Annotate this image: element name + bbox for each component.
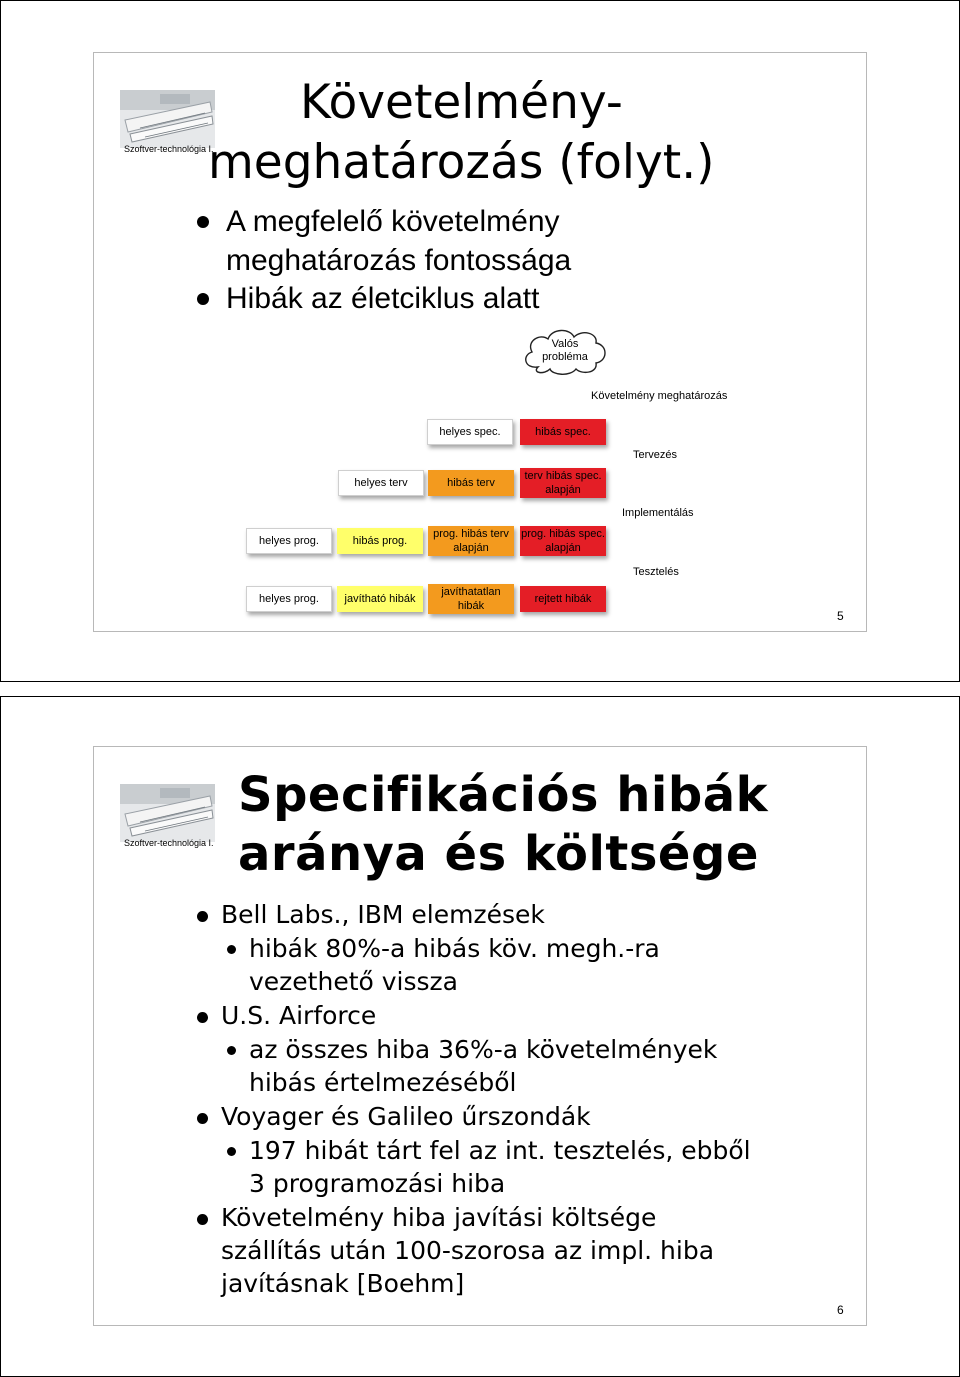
logo-caption: Szoftver-technológia I. <box>124 838 214 848</box>
box-fixable-errors: javítható hibák <box>337 586 423 612</box>
bullet-dot <box>197 293 209 305</box>
bullet-text-cont: meghatározás fontossága <box>226 244 572 277</box>
bullet-text: U.S. Airforce <box>221 1001 377 1030</box>
sub-bullet-text-cont: vezethető vissza <box>249 967 458 996</box>
sub-bullet-text-cont: hibás értelmezéséből <box>249 1068 517 1097</box>
box-hidden-errors: rejtett hibák <box>520 586 606 612</box>
logo-image <box>120 784 215 842</box>
sub-bullet-text-cont: 3 programozási hiba <box>249 1169 506 1198</box>
stage-label-requirements: Követelmény meghatározás <box>591 390 728 402</box>
logo-image <box>120 90 215 148</box>
bullet-text-cont: javításnak [Boehm] <box>221 1269 465 1298</box>
page-number: 6 <box>837 1303 844 1317</box>
bullet-text: Hibák az életciklus alatt <box>226 282 540 315</box>
stage-label-implementation: Implementálás <box>622 507 694 519</box>
box-faulty-spec: hibás spec. <box>520 419 606 445</box>
bullet-dot <box>197 1113 208 1124</box>
sub-bullet-dot <box>227 945 236 954</box>
box-unfixable-errors: javíthatatlan hibák <box>428 584 514 614</box>
sub-bullet-dot <box>227 1046 236 1055</box>
sub-bullet-dot <box>227 1147 236 1156</box>
box-program-from-faulty-design: prog. hibás terv alapján <box>428 526 514 556</box>
bullet-text: Voyager és Galileo űrszondák <box>221 1102 591 1131</box>
bullet-text: Bell Labs., IBM elemzések <box>221 900 545 929</box>
sub-bullet-text: hibák 80%-a hibás köv. megh.-ra <box>249 934 660 963</box>
bullet-text: Követelmény hiba javítási költsége <box>221 1203 657 1232</box>
logo-caption: Szoftver-technológia I. <box>124 144 214 154</box>
slide-title-line1: Követelmény- <box>300 75 623 130</box>
box-correct-program-tested: helyes prog. <box>246 586 332 612</box>
stage-label-testing: Tesztelés <box>633 566 679 578</box>
slide-title-line2: aránya és költsége <box>238 826 759 882</box>
box-design-from-faulty-spec: terv hibás spec. alapján <box>520 468 606 498</box>
box-correct-design: helyes terv <box>338 470 424 496</box>
stage-label-design: Tervezés <box>633 449 678 461</box>
box-program-from-faulty-spec: prog. hibás spec. alapján <box>521 527 605 554</box>
sub-bullet-text: 197 hibát tárt fel az int. tesztelés, ebből <box>249 1136 751 1165</box>
bullet-dot <box>197 1012 208 1023</box>
box-correct-program: helyes prog. <box>246 528 332 554</box>
bullet-dot <box>197 216 209 228</box>
bullet-dot <box>197 1214 208 1225</box>
slide-title-line2: meghatározás (folyt.) <box>208 135 715 190</box>
cloud-label: Valós probléma <box>542 337 588 363</box>
bullet-text: A megfelelő követelmény <box>226 205 560 238</box>
page-number: 5 <box>837 609 844 623</box>
box-correct-spec: helyes spec. <box>427 419 513 445</box>
sub-bullet-text: az összes hiba 36%-a követelmények <box>249 1035 718 1064</box>
box-faulty-program: hibás prog. <box>337 528 423 554</box>
box-faulty-design: hibás terv <box>428 470 514 496</box>
bullet-dot <box>197 911 208 922</box>
bullet-text-cont: szállítás után 100-szorosa az impl. hiba <box>221 1236 715 1265</box>
slide-title-line1: Specifikációs hibák <box>238 767 768 823</box>
